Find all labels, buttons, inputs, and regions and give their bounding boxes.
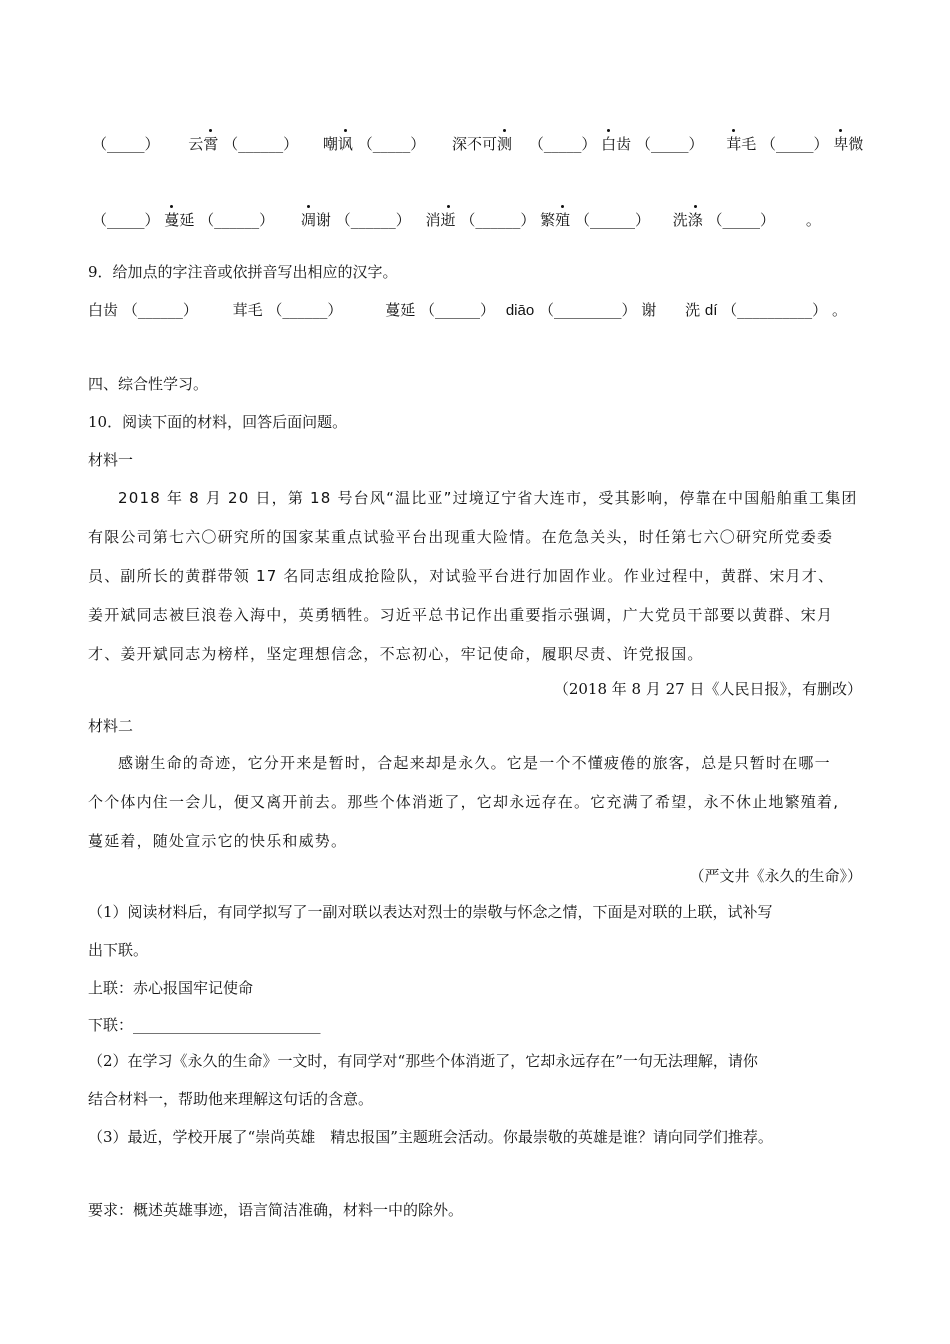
answer-blank[interactable]: （_____）: [528, 135, 597, 153]
material-2-source: （严文井《永久的生命》）: [689, 867, 862, 885]
word: 凋谢: [300, 211, 331, 229]
material-1-source: （2018 年 8 月 27 日《人民日报》，有删改）: [553, 680, 862, 698]
answer-blank[interactable]: （______）: [267, 301, 343, 319]
subquestion-3: （3）最近，学校开展了“崇尚英雄 精忠报国”主题班会活动。你最崇敬的英雄是谁？请向同学们推荐。: [88, 1128, 773, 1146]
row-end: 。: [805, 211, 821, 229]
answer-blank[interactable]: （______）: [460, 211, 536, 229]
material-1-line: 2018 年 8 月 20 日，第 18 号台风“温比亚”过境辽宁省大连市，受其影响，停靠在中国船舶重工集团: [118, 489, 858, 507]
question-10-title: 10．阅读下面的材料，回答后面问题。: [88, 413, 348, 431]
material-1-line: 姜开斌同志被巨浪卷入海中，英勇牺牲。习近平总书记作出重要指示强调，广大党员干部要以黄群、宋月: [88, 606, 834, 624]
question-9-title: 9．给加点的字注音或依拼音写出相应的汉字。: [88, 263, 398, 281]
word: 深不可测: [452, 135, 513, 153]
answer-blank[interactable]: （_____）: [92, 211, 160, 229]
word: 谢: [641, 301, 657, 319]
pinyin: diāo: [505, 302, 535, 319]
answer-blank[interactable]: （_________）: [538, 301, 637, 319]
subquestion-1-line: 出下联。: [88, 941, 149, 959]
word: 卑微: [833, 135, 864, 153]
answer-blank[interactable]: （_____）: [761, 135, 829, 153]
answer-blank[interactable]: （______）: [199, 211, 275, 229]
word: 云霄: [188, 135, 219, 153]
answer-blank[interactable]: （_____）: [707, 211, 776, 229]
word: 嘲讽: [322, 135, 353, 153]
material-1-line: 员、副所长的黄群带领 17 名同志组成抢险队，对试验平台进行加固作业。作业过程中，黄群、宋月才、: [88, 567, 835, 585]
question-9-items: [88, 300, 847, 321]
word: 茸毛: [232, 301, 263, 319]
word-row-2: [92, 210, 821, 230]
material-2-label: 材料二: [88, 717, 134, 735]
section-heading: 四、综合性学习。: [88, 375, 209, 393]
word: 洗: [685, 301, 701, 319]
answer-blank[interactable]: （______）: [574, 211, 650, 229]
subquestion-2-line: 结合材料一，帮助他来理解这句话的含意。: [88, 1090, 374, 1108]
answer-blank[interactable]: （__________）: [722, 301, 828, 319]
subquestion-1-line: （1）阅读材料后，有同学拟写了一副对联以表达对烈士的崇敬与怀念之情，下面是对联的上联，试补写: [88, 903, 773, 921]
row-end: 。: [831, 301, 847, 319]
word: 消逝: [425, 211, 456, 229]
pinyin: dí: [704, 302, 718, 319]
answer-blank[interactable]: （______）: [223, 135, 299, 153]
material-2-line: 感谢生命的奇迹，它分开来是暂时，合起来却是永久。它是一个不懂疲倦的旅客，总是只暂时在哪一: [118, 754, 831, 772]
answer-blank[interactable]: （______）: [335, 211, 411, 229]
word: 洗涤: [672, 211, 703, 229]
requirement: 要求：概述英雄事迹，语言简洁准确，材料一中的除外。: [88, 1201, 464, 1219]
word-row-1: [92, 134, 863, 154]
couplet-upper: 上联：赤心报国牢记使命: [88, 979, 254, 997]
word: 白齿: [88, 301, 119, 319]
material-1-line: 有限公司第七六〇研究所的国家某重点试验平台出现重大险情。在危急关头，时任第七六〇研究所党委委: [88, 528, 834, 546]
answer-blank[interactable]: （______）: [122, 301, 198, 319]
couplet-lower-blank[interactable]: 下联：_________________________: [88, 1016, 321, 1034]
word: 繁殖: [540, 211, 571, 229]
word: 白齿: [601, 135, 632, 153]
material-2-line: 个个体内住一会儿，便又离开前去。那些个体消逝了，它却永远存在。它充满了希望，永不休止地繁殖着,: [88, 793, 840, 811]
answer-blank[interactable]: （_____）: [357, 135, 426, 153]
word: 茸毛: [726, 135, 757, 153]
answer-blank[interactable]: （_____）: [635, 135, 704, 153]
word: 蔓延: [164, 211, 195, 229]
material-2-line: 蔓延着，随处宣示它的快乐和威势。: [88, 832, 348, 850]
answer-blank[interactable]: （_____）: [92, 135, 160, 153]
material-1-label: 材料一: [88, 451, 134, 469]
word: 蔓延: [385, 301, 416, 319]
answer-blank[interactable]: （______）: [420, 301, 496, 319]
subquestion-2-line: （2）在学习《永久的生命》一文时，有同学对“那些个体消逝了，它却永远存在”一句无法理解，请你: [88, 1052, 758, 1070]
material-1-line: 才、姜开斌同志为榜样，坚定理想信念，不忘初心，牢记使命，履职尽责、许党报国。: [88, 645, 704, 663]
